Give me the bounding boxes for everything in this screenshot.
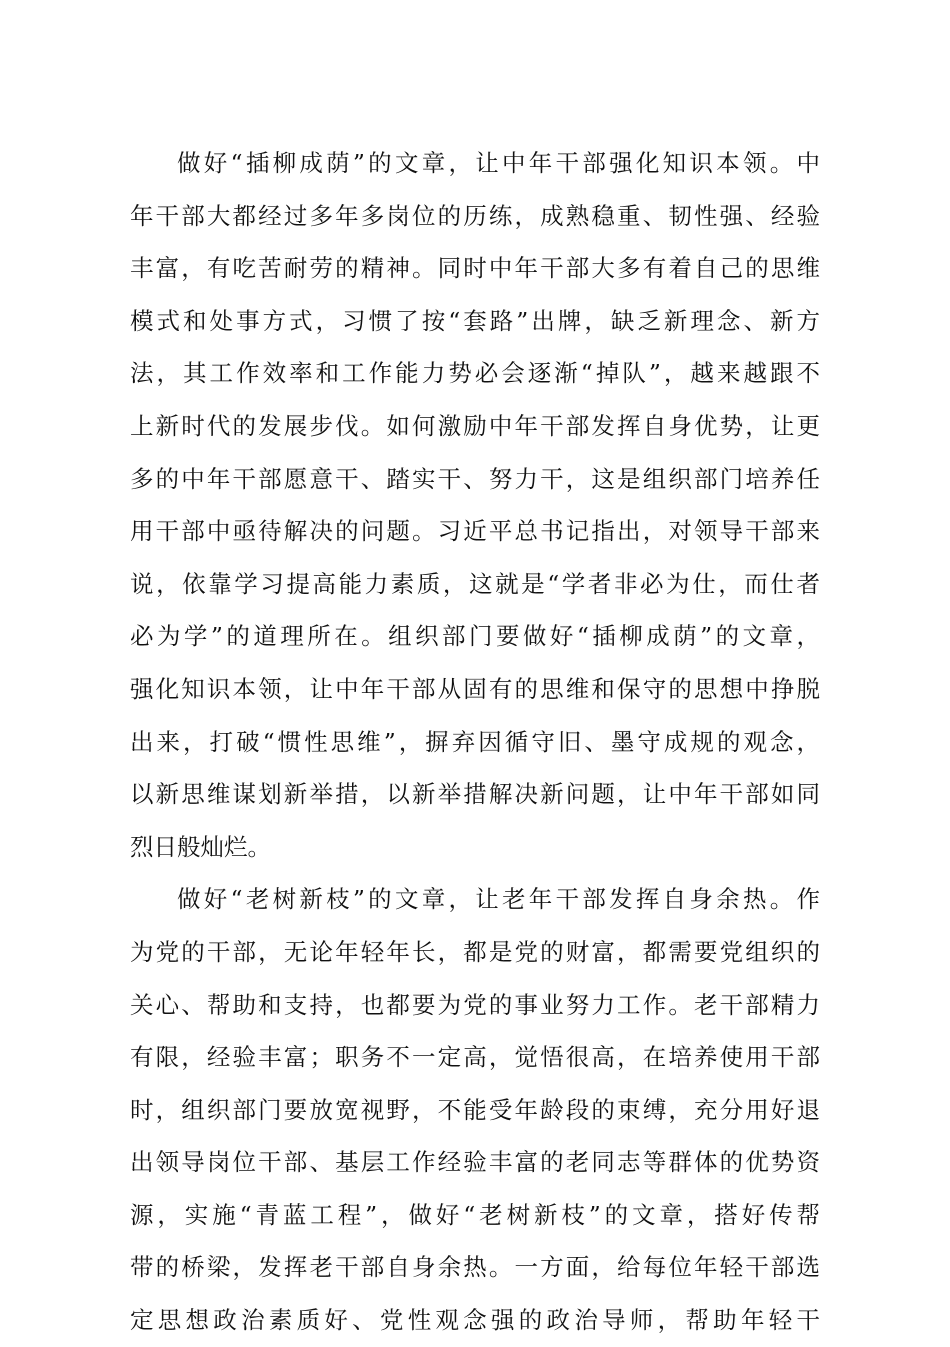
text-line: 出领导岗位干部、基层工作经验丰富的老同志等群体的优势资 bbox=[130, 1148, 820, 1177]
text-line: 上新时代的发展步伐。如何激励中年干部发挥自身优势，让更 bbox=[130, 411, 820, 440]
text-line: 源，实施“青蓝工程”，做好“老树新枝”的文章，搭好传帮 bbox=[130, 1200, 820, 1229]
text-line: 模式和处事方式，习惯了按“套路”出牌，缺乏新理念、新方 bbox=[130, 306, 820, 335]
text-line: 有限，经验丰富；职务不一定高，觉悟很高，在培养使用干部 bbox=[130, 1043, 820, 1072]
text-line: 法，其工作效率和工作能力势必会逐渐“掉队”，越来越跟不 bbox=[130, 359, 820, 388]
text-line: 关心、帮助和支持，也都要为党的事业努力工作。老干部精力 bbox=[130, 990, 820, 1019]
text-line: 强化知识本领，让中年干部从固有的思维和保守的思想中挣脱 bbox=[130, 674, 820, 703]
paragraph-senior-cadres bbox=[130, 873, 820, 1346]
text-line: 为党的干部，无论年轻年长，都是党的财富，都需要党组织的 bbox=[130, 937, 820, 966]
text-line: 定思想政治素质好、党性观念强的政治导师，帮助年轻干 bbox=[130, 1306, 820, 1335]
text-line: 丰富，有吃苦耐劳的精神。同时中年干部大多有着自己的思维 bbox=[130, 254, 820, 283]
text-line: 多的中年干部愿意干、踏实干、努力干，这是组织部门培养任 bbox=[130, 464, 820, 493]
document-body bbox=[130, 137, 820, 1347]
text-line: 说，依靠学习提高能力素质，这就是“学者非必为仕，而仕者 bbox=[130, 569, 820, 598]
text-line: 年干部大都经过多年多岗位的历练，成熟稳重、韧性强、经验 bbox=[130, 201, 820, 230]
text-line: 做好“老树新枝”的文章，让老年干部发挥自身余热。作 bbox=[177, 885, 820, 914]
text-line: 做好“插柳成荫”的文章，让中年干部强化知识本领。中 bbox=[177, 149, 820, 177]
text-line: 时，组织部门要放宽视野，不能受年龄段的束缚，充分用好退 bbox=[130, 1095, 820, 1124]
text-line: 出来，打破“惯性思维”，摒弃因循守旧、墨守成规的观念， bbox=[130, 727, 820, 756]
text-line: 烈日般灿烂。 bbox=[130, 832, 271, 861]
text-line: 用干部中亟待解决的问题。习近平总书记指出，对领导干部来 bbox=[130, 517, 820, 546]
text-line: 带的桥梁，发挥老干部自身余热。一方面，给每位年轻干部选 bbox=[130, 1253, 820, 1282]
text-line: 必为学”的道理所在。组织部门要做好“插柳成荫”的文章， bbox=[130, 622, 820, 651]
paragraph-middle-aged-cadres bbox=[130, 137, 820, 873]
text-line: 以新思维谋划新举措，以新举措解决新问题，让中年干部如同 bbox=[130, 780, 820, 809]
